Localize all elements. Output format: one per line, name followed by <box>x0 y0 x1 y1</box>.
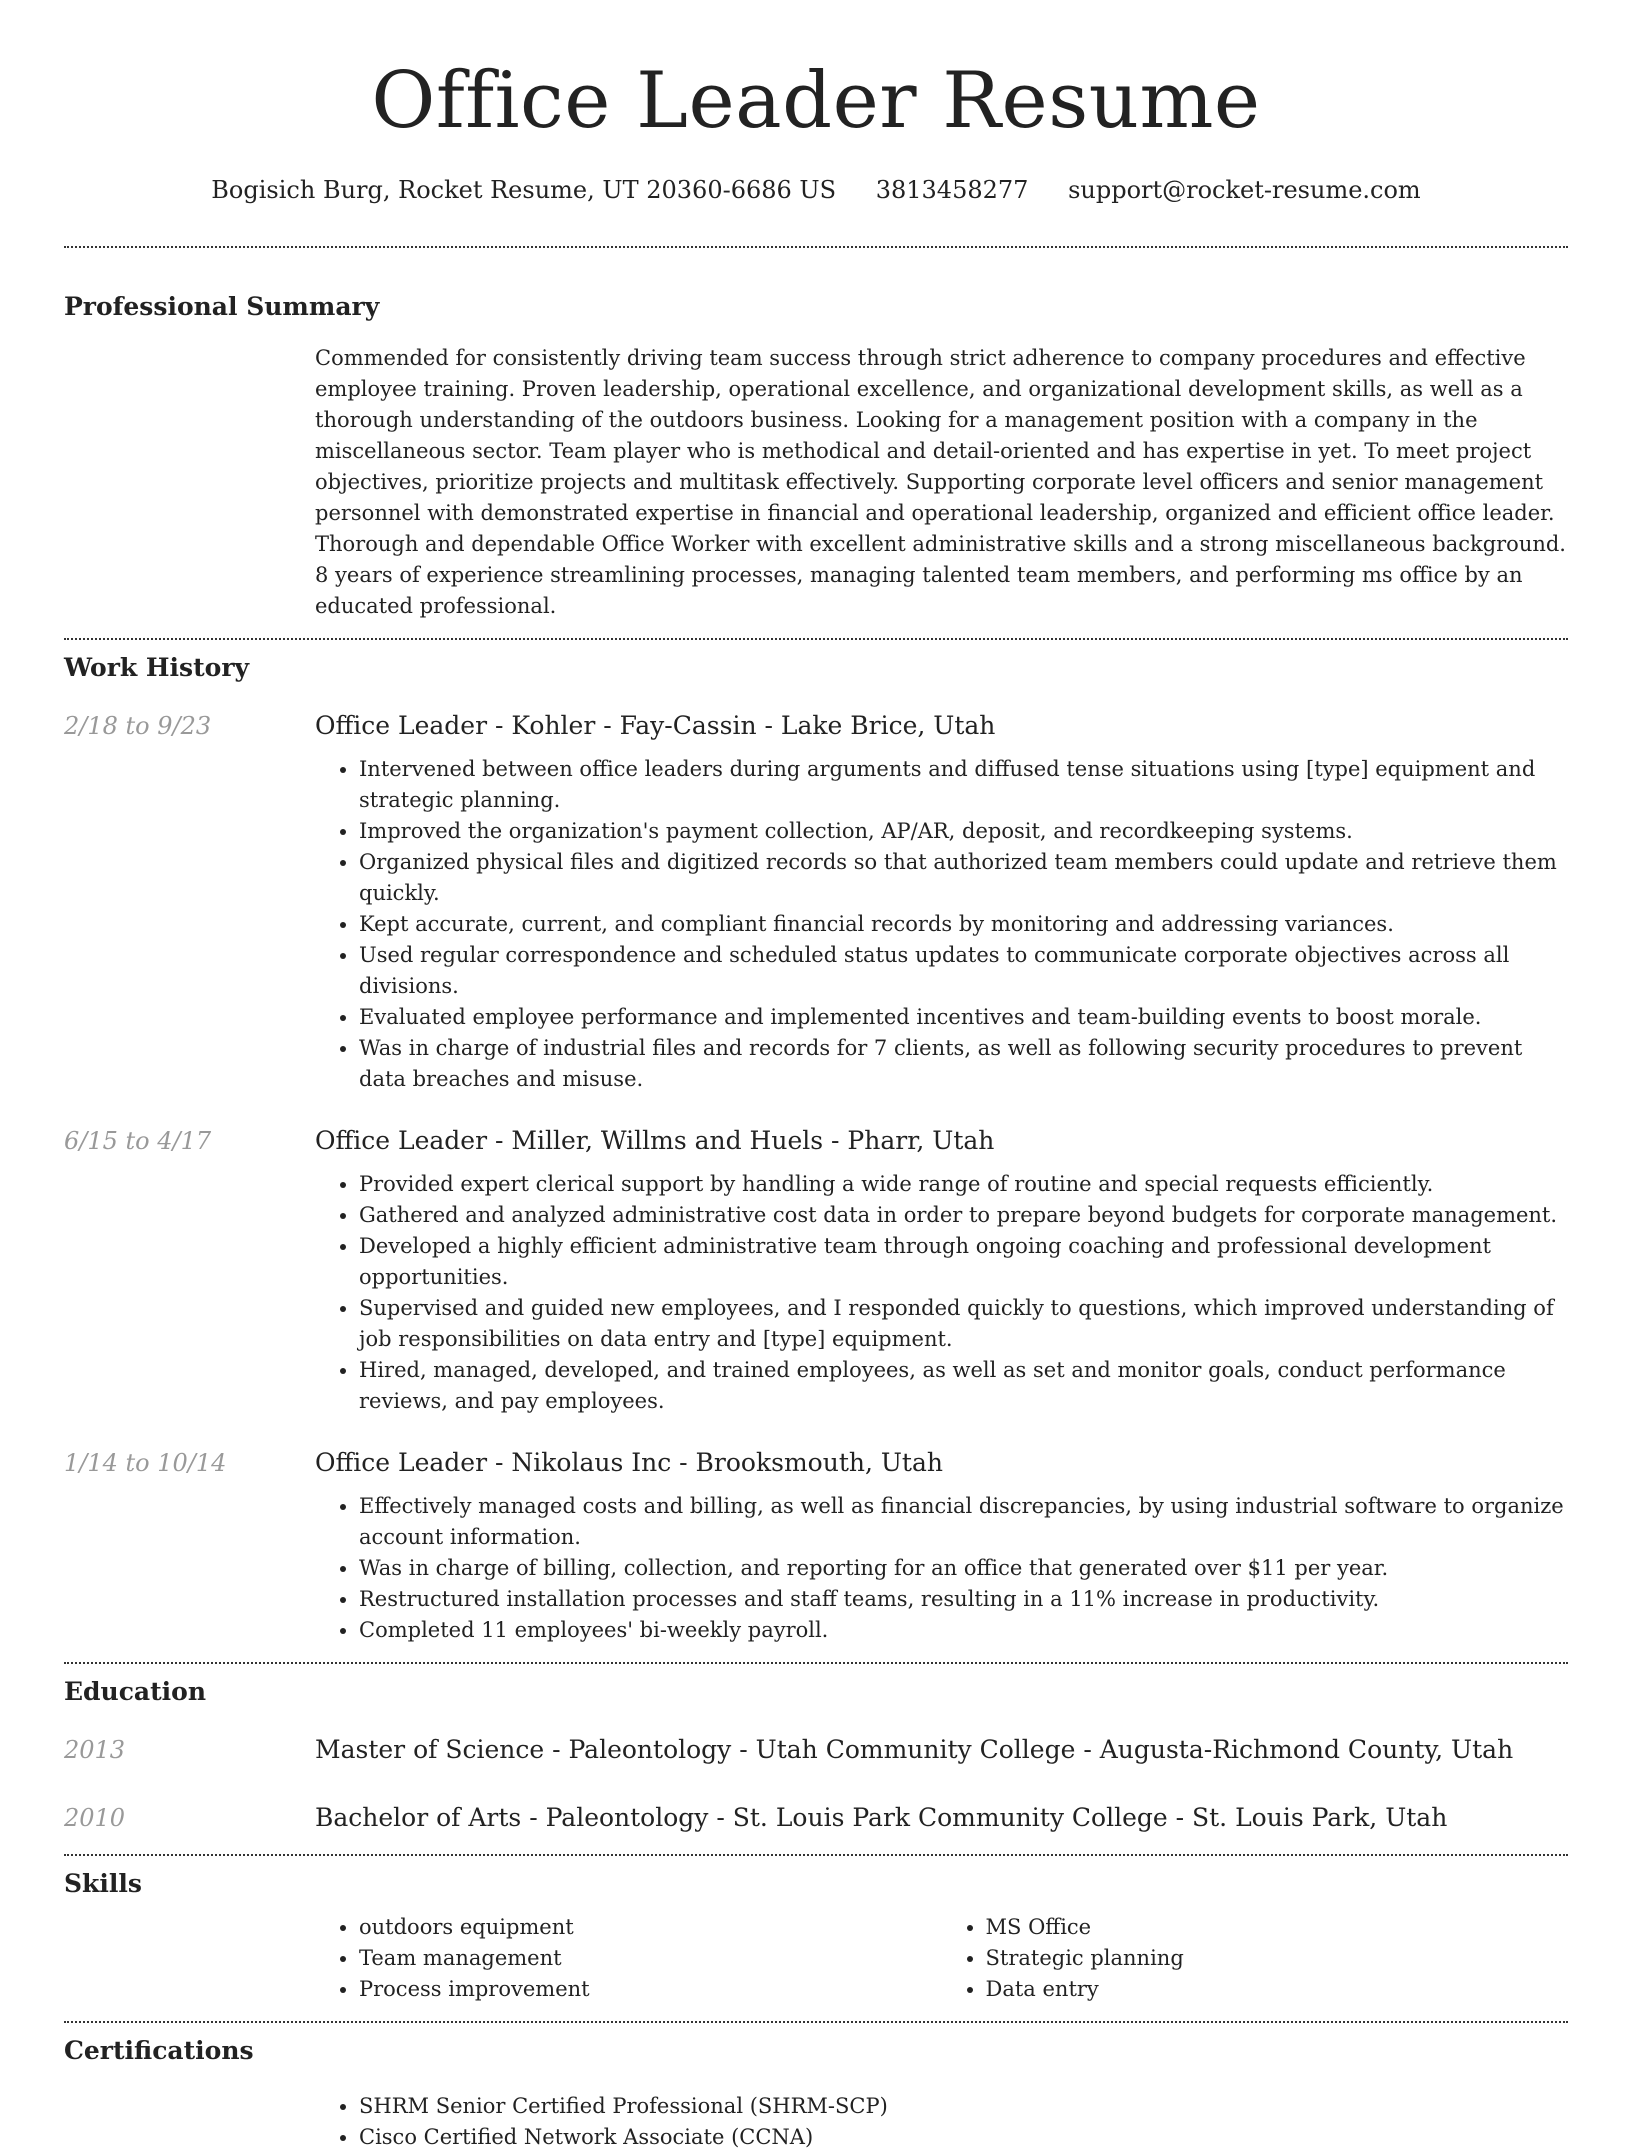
job-bullet: • Provided expert clerical support by handling a wide range of routine and special requests efficiently. <box>359 1169 1568 1200</box>
education-entry <box>64 1802 1568 1834</box>
skill-item: • MS Office <box>986 1912 1569 1943</box>
job-bullet: • Completed 11 employees' bi-weekly payroll. <box>359 1615 1568 1646</box>
certification-item: • SHRM Senior Certified Professional (SHRM-SCP) <box>359 2091 1568 2122</box>
job-bullet: • Used regular correspondence and scheduled status updates to communicate corporate objectives across all divisions. <box>359 940 1568 1002</box>
section-heading-education: Education <box>64 1677 207 1706</box>
education-title: Master of Science - Paleontology - Utah Community College - Augusta-Richmond County, Utah <box>315 1735 1514 1764</box>
education-title: Bachelor of Arts - Paleontology - St. Louis Park Community College - St. Louis Park, Utah <box>315 1803 1448 1832</box>
job-entry <box>64 710 1568 1095</box>
job-bullet: • Evaluated employee performance and implemented incentives and team-building events to boost morale. <box>359 1002 1568 1033</box>
summary-row <box>64 343 1568 622</box>
job-bullet: • Was in charge of billing, collection, and reporting for an office that generated over $11 per year. <box>359 1553 1568 1584</box>
job-bullet: • Supervised and guided new employees, and I responded quickly to questions, which improved understanding of job responsibilities on data entry and [type] equipment. <box>359 1293 1568 1355</box>
skills-grid <box>315 1912 1568 2005</box>
job-dates: 2/18 to 9/23 <box>64 712 212 740</box>
divider <box>64 2021 1568 2023</box>
summary-left-spacer <box>64 343 315 622</box>
job-bullet: • Kept accurate, current, and compliant financial records by monitoring and addressing variances. <box>359 909 1568 940</box>
job-bullet: • Was in charge of industrial files and records for 7 clients, as well as following security procedures to prevent data breaches and misuse. <box>359 1033 1568 1095</box>
skills-row <box>64 1912 1568 2005</box>
contact-email: support@rocket-resume.com <box>1068 176 1421 204</box>
certifications-list <box>315 2091 1568 2153</box>
job-bullets <box>315 1169 1568 1417</box>
job-dates: 6/15 to 4/17 <box>64 1127 212 1155</box>
resume-title: Office Leader Resume <box>371 56 1261 146</box>
section-heading-skills: Skills <box>64 1869 142 1898</box>
job-bullet: • Improved the organization's payment collection, AP/AR, deposit, and recordkeeping systems. <box>359 816 1568 847</box>
skills-column <box>942 1912 1569 2005</box>
certification-item: • Cisco Certified Network Associate (CCNA) <box>359 2122 1568 2153</box>
contact-phone: 3813458277 <box>875 176 1029 204</box>
divider <box>64 1854 1568 1856</box>
skill-item: • Data entry <box>986 1974 1569 2005</box>
job-bullet: • Hired, managed, developed, and trained employees, as well as set and monitor goals, conduct performance reviews, and pay employees. <box>359 1355 1568 1417</box>
certifications-left-spacer <box>64 2079 315 2153</box>
job-entry <box>64 1125 1568 1417</box>
job-bullet: • Intervened between office leaders during arguments and diffused tense situations using [type] equipment and strategic planning. <box>359 754 1568 816</box>
job-bullet: • Developed a highly efficient administrative team through ongoing coaching and professional development opportunities. <box>359 1231 1568 1293</box>
skill-item: • Strategic planning <box>986 1943 1569 1974</box>
education-year: 2010 <box>64 1804 126 1832</box>
section-heading-work-history: Work History <box>64 653 250 682</box>
contact-address: Bogisich Burg, Rocket Resume, UT 20360-6686 US <box>211 176 837 204</box>
education-entry <box>64 1734 1568 1766</box>
job-title: Office Leader - Nikolaus Inc - Brooksmouth, Utah <box>315 1448 943 1477</box>
skill-item: • Process improvement <box>359 1974 942 2005</box>
contact-line <box>64 174 1568 206</box>
summary-text: Commended for consistently driving team success through strict adherence to company procedures and effective employee training. Proven leadership, operational excellence, and organizational development skills, as well as a thorough understanding of the outdoors business. Looking for a management position with a company in the miscellaneous sector. Team player who is methodical and detail-oriented and has expertise in yet. To meet project objectives, prioritize projects and multitask effectively. Supporting corporate level officers and senior management personnel with demonstrated expertise in financial and operational leadership, organized and efficient office leader. Thorough and dependable Office Worker with excellent administrative skills and a strong miscellaneous background. 8 years of experience streamlining processes, managing talented team members, and performing ms office by an educated professional. <box>315 346 1566 618</box>
job-bullets <box>315 754 1568 1095</box>
divider <box>64 638 1568 640</box>
job-bullet: • Gathered and analyzed administrative cost data in order to prepare beyond budgets for corporate management. <box>359 1200 1568 1231</box>
section-heading-certifications: Certifications <box>64 2036 254 2065</box>
divider <box>64 1662 1568 1664</box>
job-title: Office Leader - Miller, Willms and Huels - Pharr, Utah <box>315 1126 995 1155</box>
job-dates: 1/14 to 10/14 <box>64 1449 227 1477</box>
education-year: 2013 <box>64 1736 126 1764</box>
job-bullets <box>315 1491 1568 1646</box>
skills-column <box>315 1912 942 2005</box>
job-bullet: • Restructured installation processes and staff teams, resulting in a 11% increase in productivity. <box>359 1584 1568 1615</box>
job-bullet: • Effectively managed costs and billing, as well as financial discrepancies, by using industrial software to organize account information. <box>359 1491 1568 1553</box>
job-entry <box>64 1447 1568 1646</box>
certifications-row <box>64 2079 1568 2153</box>
section-heading-summary: Professional Summary <box>64 292 380 321</box>
skill-item: • Team management <box>359 1943 942 1974</box>
job-title: Office Leader - Kohler - Fay-Cassin - Lake Brice, Utah <box>315 711 996 740</box>
skills-left-spacer <box>64 1912 315 2005</box>
job-bullet: • Organized physical files and digitized records so that authorized team members could update and retrieve them quickly. <box>359 847 1568 909</box>
skill-item: • outdoors equipment <box>359 1912 942 1943</box>
divider <box>64 246 1568 248</box>
